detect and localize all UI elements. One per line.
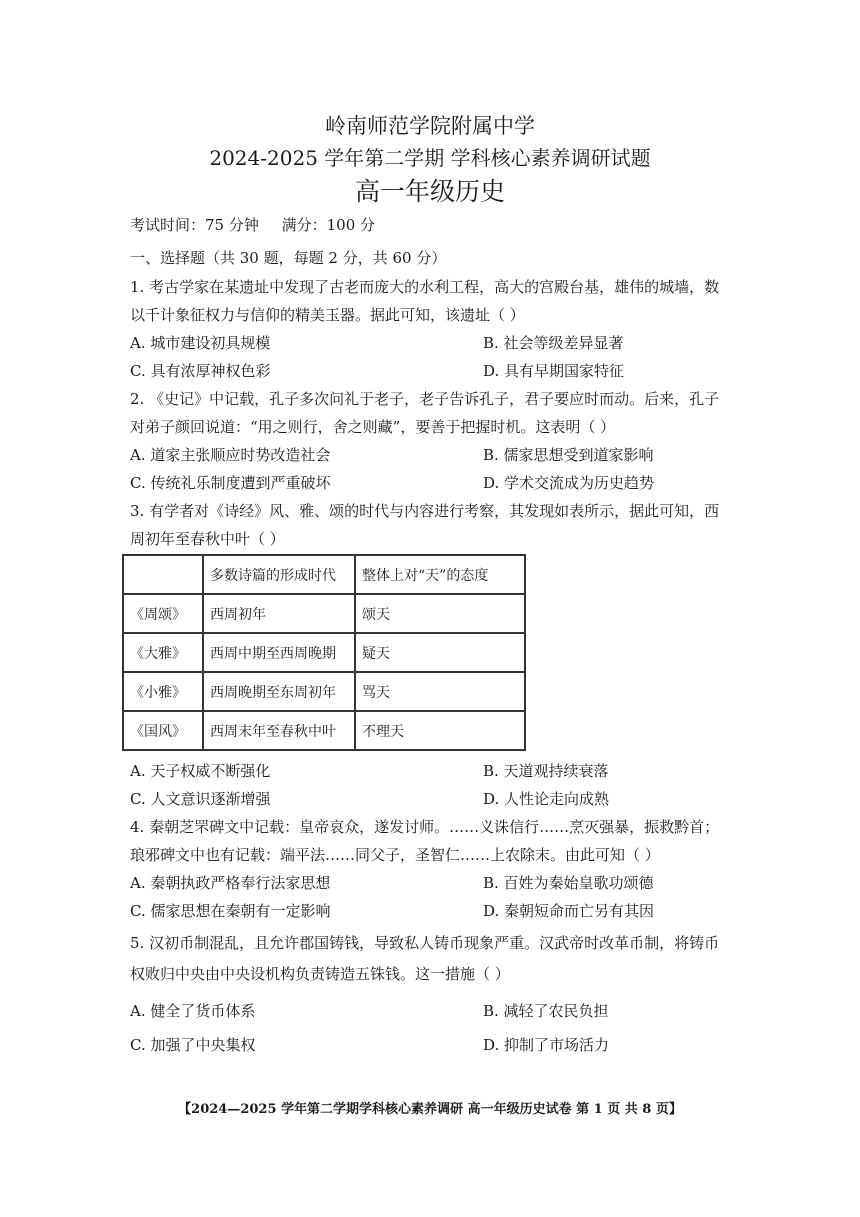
q1-option-b: B. 社会等级差异显著 <box>483 334 624 352</box>
q2-option-b: B. 儒家思想受到道家影响 <box>483 446 654 464</box>
table-cell: 西周中期至西周晚期 <box>203 633 355 672</box>
exam-meta <box>130 214 393 235</box>
section-title: 一、选择题（共 30 题，每题 2 分，共 60 分） <box>130 249 447 267</box>
table-cell: 《国风》 <box>123 711 203 750</box>
q5-stem-line1: 5. 汉初币制混乱，且允许郡国铸钱，导致私人铸币现象严重。汉武帝时改革币制，将铸币 <box>130 934 720 952</box>
table-row <box>123 672 525 711</box>
q3-option-c: C. 人文意识逐渐增强 <box>130 790 271 808</box>
table-row <box>123 633 525 672</box>
q1-option-a: A. 城市建设初具规模 <box>130 334 271 352</box>
q2-option-a: A. 道家主张顺应时势改造社会 <box>130 446 331 464</box>
q4-stem-line1: 4. 秦朝芝罘碑文中记载：皇帝哀众，遂发讨师。……义诛信行……烹灭强暴，振救黔首； <box>130 818 720 836</box>
q2-option-c: C. 传统礼乐制度遭到严重破坏 <box>130 474 331 492</box>
table-header-cell: 整体上对“天”的态度 <box>355 555 525 594</box>
q4-option-a: A. 秦朝执政严格奉行法家思想 <box>130 874 331 892</box>
table-cell: 西周末年至春秋中叶 <box>203 711 355 750</box>
q1-stem-line1: 1. 考古学家在某遗址中发现了古老而庞大的水利工程，高大的宫殿台基，雄伟的城墙，数 <box>130 278 720 296</box>
table-cell: 不理天 <box>355 711 525 750</box>
shijing-table <box>122 554 526 751</box>
table-cell: 西周晚期至东周初年 <box>203 672 355 711</box>
q1-option-c: C. 具有浓厚神权色彩 <box>130 362 271 380</box>
q4-option-b: B. 百姓为秦始皇歌功颂德 <box>483 874 654 892</box>
q3-stem-line2: 周初年至春秋中叶（ ） <box>130 530 285 548</box>
table-header-cell: 多数诗篇的形成时代 <box>203 555 355 594</box>
table-cell: 《周颂》 <box>123 594 203 633</box>
exam-title: 2024-2025 学年第二学期 学科核心素养调研试题 <box>209 146 651 170</box>
q2-stem-line2: 对弟子颜回说道：“用之则行，舍之则藏”，要善于把握时机。这表明（ ） <box>130 418 616 436</box>
table-header-cell <box>123 555 203 594</box>
q5-option-a: A. 健全了货币体系 <box>130 1002 256 1020</box>
q4-stem-line2: 琅邪碑文中也有记载：端平法……同父子，圣智仁……上农除末。由此可知（ ） <box>130 846 660 864</box>
q3-option-a: A. 天子权威不断强化 <box>130 762 271 780</box>
table-row <box>123 594 525 633</box>
q4-option-c: C. 儒家思想在秦朝有一定影响 <box>130 902 331 920</box>
table-cell: 《大雅》 <box>123 633 203 672</box>
q5-option-d: D. 抑制了市场活力 <box>483 1036 610 1054</box>
table-cell: 骂天 <box>355 672 525 711</box>
q1-option-d: D. 具有早期国家特征 <box>483 362 625 380</box>
q3-option-b: B. 天道观持续衰落 <box>483 762 609 780</box>
full-score: 满分：100 分 <box>281 216 376 234</box>
table-cell: 颂天 <box>355 594 525 633</box>
q3-stem-line1: 3. 有学者对《诗经》风、雅、颂的时代与内容进行考察，其发现如表所示，据此可知，西 <box>130 502 720 520</box>
subject-title: 高一年级历史 <box>354 177 505 206</box>
table-header-row <box>123 555 525 594</box>
table-cell: 疑天 <box>355 633 525 672</box>
q4-option-d: D. 秦朝短命而亡另有其因 <box>483 902 655 920</box>
q5-stem-line2: 权败归中央由中央设机构负责铸造五铢钱。这一措施（ ） <box>130 965 510 983</box>
exam-time: 考试时间：75 分钟 <box>130 216 259 234</box>
q2-option-d: D. 学术交流成为历史趋势 <box>483 474 655 492</box>
q5-option-b: B. 减轻了农民负担 <box>483 1002 609 1020</box>
q3-option-d: D. 人性论走向成熟 <box>483 790 610 808</box>
table-cell: 《小雅》 <box>123 672 203 711</box>
table-row <box>123 711 525 750</box>
school-name: 岭南师范学院附属中学 <box>325 114 535 138</box>
table-cell: 西周初年 <box>203 594 355 633</box>
q2-stem-line1: 2. 《史记》中记载，孔子多次问礼于老子，老子告诉孔子，君子要应时而动。后来，孔子 <box>130 390 720 408</box>
q5-option-c: C. 加强了中央集权 <box>130 1036 256 1054</box>
page-footer: 【2024—2025 学年第二学期学科核心素养调研 高一年级历史试卷 第 1 页 共 8 页】 <box>178 1102 682 1117</box>
q1-stem-line2: 以千计象征权力与信仰的精美玉器。据此可知，该遗址（ ） <box>130 306 525 324</box>
